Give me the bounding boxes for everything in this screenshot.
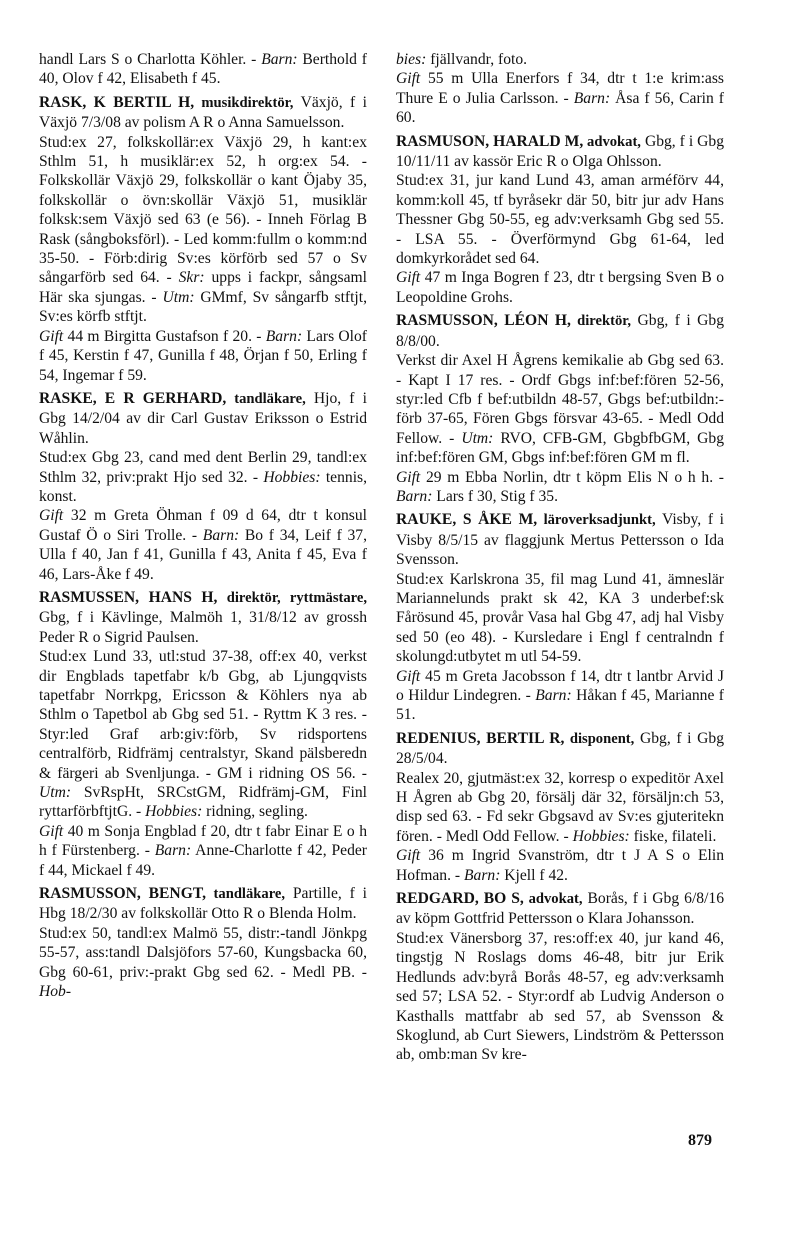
italic-label: Utm: [39,784,72,802]
entry-text: 45 m Greta Jacobsson f 14, dtr t lantbr Arvid J o Hildur Lindegren. - [396,667,724,704]
entry-text: Bo f 34, Leif f 37, Ulla f 40, Jan f 41, Gunilla f 43, Anita f 45, Eva f 46, Lars-Åke f 49. [39,526,367,583]
italic-label: Gift [39,327,64,345]
italic-label: Gift [396,70,421,88]
entry-title: direktör, [570,313,632,330]
entry-text: Lars Olof f 45, Kerstin f 47, Gunilla f 48, Örjan f 50, Erling f 54, Ingemar f 59. [39,327,368,384]
entry-paragraph [39,50,367,89]
italic-label: Hobbies: [145,803,203,821]
entry-paragraph [39,133,367,327]
entry-text: handl Lars S o Charlotta Köhler. - [39,51,262,68]
entry-name: RASMUSSON, LÉON H, [396,312,571,330]
entry-text: Håkan f 45, Marianne f 51. [396,687,724,724]
entry-heading-paragraph [39,389,367,448]
entry-text: GMmf, Sv sångarfb stftjt, Sv:es körfb stftjt. [39,288,367,326]
entry-text: Anne-Charlotte f 42, Peder f 44, Mickael f 49. [39,842,367,879]
entry-text: Stud:ex 31, jur kand Lund 43, aman arméförv 44, komm:koll 45, tf byråsekr där 50, bitr jur adv Hans Thessner Gbg 50-55, eg adv:verksamh Gbg sed 55. - LSA 55. - Överförmynd Gbg 61-64, led domkyrkorådet sed 64. [396,172,724,268]
entry-text: fjällvandr, foto. [426,51,528,68]
entry-heading-paragraph [396,311,724,351]
entry-paragraph [39,327,367,385]
entry-text: Växjö, f i Växjö 7/3/08 av polism A R o Anna Samuelsson. [39,93,367,132]
entry-title: läroverksadjunkt, [537,512,656,529]
entry-paragraph [396,929,724,1065]
entry-paragraph [396,468,724,507]
entry-paragraph [396,69,724,127]
entry-paragraph [396,769,724,847]
entry-paragraph [39,448,367,506]
entry-text: 44 m Birgitta Gustafson f 20. - [63,327,266,345]
entry-text: 40 m Sonja Engblad f 20, dtr t fabr Einar E o h h f Fürstenberg. - [39,822,367,860]
entry-text: fiske, filateli. [629,827,717,845]
italic-label: Barn: [573,89,611,107]
entry-title: disponent, [564,730,635,747]
entry-text: Borås, f i Gbg 6/8/16 av köpm Gottfrid Pettersson o Klara Johansson. [396,890,724,928]
entry-text: upps i fackpr, sångsaml Här ska sjungas. - [39,269,367,306]
entry-text: Berthold f 40, Olov f 42, Elisabeth f 45. [39,51,367,88]
entry-text: Kjell f 42. [500,866,568,884]
italic-label: Gift [396,667,421,685]
entry-text: Gbg, f i Kävlinge, Malmöh 1, 31/8/12 av grossh Peder R o Sigrid Paulsen. [39,609,367,646]
entry-text: Visby, f i Visby 8/5/15 av flaggjunk Mertus Pettersson o Ida Svensson. [396,511,724,569]
entry-title: musikdirektör, [194,94,294,111]
entry-paragraph [39,506,367,584]
entry-title: direktör, ryttmästare, [217,589,368,606]
italic-label: Barn: [202,526,240,544]
entry-text: Stud:ex 27, folkskollär:ex Växjö 29, h kant:ex Sthlm 51, h musiklär:ex 52, h org:ex 54. - Folkskollär Växjö 29, folkskollär o kant Öjaby 35, folkskollär o övn:skollär Växjö 51, musiklär folksk:sem Växjö sed 63 (e 56). - Inneh Förlag B Rask (sångboksförl). - Led komm:fullm o komm:nd 35-50. - Förb:dirig Sv:es körförb sed 57 o Sv sångarförb sed 64. - [39,133,367,287]
entry-text: 55 m Ulla Enerfors f 34, dtr t 1:e krim:ass Thure E o Julia Carlsson. - [396,70,724,107]
italic-label: Barn: [535,687,572,704]
entry-text: Stud:ex Karlskrona 35, fil mag Lund 41, ämneslär Mariannelunds prakt sk 42, KA 3 underbef:sk Fårösund 45, provår Vasa hal Gbg 47, adj hal Visby sed 50 (eo 48). - Kursledare i Engl f centralndn f skolungd:utbytet m utl 54-59. [396,570,724,666]
entry-paragraph [39,647,367,822]
entry-text: Åsa f 56, Carin f 60. [396,89,724,127]
italic-label: Gift [396,468,421,486]
entry-text: 29 m Ebba Norlin, dtr t köpm Elis N o h h. - [420,468,724,486]
entry-text: Realex 20, gjutmäst:ex 32, korresp o expeditör Axel H Ågren ab Gbg 20, försälj där 32, försäljn:ch 53, disp sed 63. - Fd sekr Gbgsavd av Sv:es gjuteritekn fören. - Medl Odd Fellow. - [396,769,724,845]
entry-text: Verkst dir Axel H Ågrens kemikalie ab Gbg sed 63. - Kapt I 17 res. - Ordf Gbgs inf:bef:fören 52-56, styr:led Cfb f bef:utbildn 48-57, Gbgs bef:utbildn:-förb 37-65, Fören Gbgs försvar 43-65. - Medl Odd Fellow. - [396,352,724,447]
italic-label: Barn: [261,51,298,68]
entry-name: RASK, K BERTIL H, [39,93,195,111]
entry-text: 32 m Greta Öhman f 09 d 64, dtr t konsul Gustaf Ö o Siri Trolle. - [39,507,367,544]
entry-name: RASMUSSEN, HANS H, [39,588,218,606]
italic-label: Skr: [178,269,205,287]
entry-paragraph [396,268,724,307]
italic-label: Utm: [162,288,195,306]
entry-heading-paragraph [396,889,724,929]
entry-paragraph [396,667,724,725]
entry-heading-paragraph [396,729,724,769]
entry-name: RASMUSON, HARALD M, [396,132,584,150]
italic-label: Hobbies: [263,468,321,486]
entry-text: Hjo, f i Gbg 14/2/04 av dir Carl Gustav Eriksson o Estrid Wåhlin. [39,389,367,447]
entry-paragraph [39,924,367,1002]
italic-label: Hob- [39,983,72,1001]
entry-name: REDGARD, BO S, [396,890,524,908]
entry-heading-paragraph [396,510,724,569]
entry-heading-paragraph [39,93,367,133]
entry-name: RASMUSSON, BENGT, [39,885,206,903]
italic-label: Barn: [265,327,303,345]
entry-name: REDENIUS, BERTIL R, [396,729,565,747]
entry-text: Stud:ex Lund 33, utl:stud 37-38, off:ex 40, verkst dir Engblads tapetfabr k/b Gbg, ab Ljungqvists tapetfabr Norrkpg, Ericsson & Köhlers nya ab Sthlm o Tapetbol ab Gbg sed 51. - Ryttm K 3 res. - Styr:led Graf arb:giv:förb, Sv ridsportens centralförb, Ridfrämj centralstyr, Skand pälsberedn & färgeri ab Svenljunga. - GM i ridning OS 56. - [39,648,367,782]
entry-text: Gbg, f i Gbg 28/5/04. [396,729,725,768]
entry-text: 47 m Inga Bogren f 23, dtr t bergsing Sven B o Leopoldine Grohs. [396,269,724,306]
left-column [39,50,367,1002]
entry-text: Stud:ex Gbg 23, cand med dent Berlin 29, tandl:ex Sthlm 32, priv:prakt Hjo sed 32. - [39,449,367,486]
page-number: 879 [688,1132,712,1149]
entry-heading-paragraph [39,588,367,647]
entry-heading-paragraph [39,884,367,924]
entry-paragraph [396,351,724,467]
entry-text: ridning, segling. [202,803,308,821]
entry-title: advokat, [583,133,641,150]
entry-text: 36 m Ingrid Svanström, dtr t J A S o Elin Hofman. - [396,847,724,884]
entry-paragraph [396,171,724,268]
entry-text: Stud:ex 50, tandl:ex Malmö 55, distr:-tandl Jönkpg 55-57, ass:tandl Dalsjöfors 57-60, Kungsbacka 60, Gbg 60-61, priv:-prakt Gbg sed 62. - Medl PB. - [39,924,367,981]
italic-label: Hobbies: [572,827,630,845]
entry-paragraph [39,822,367,880]
entry-name: RAUKE, S ÅKE M, [396,511,538,529]
entry-name: RASKE, E R GERHARD, [39,389,227,407]
italic-label: Gift [396,269,421,287]
entry-paragraph [396,846,724,885]
entry-heading-paragraph [396,132,724,172]
entry-text: Lars f 30, Stig f 35. [432,487,558,505]
entry-text: RVO, CFB-GM, GbgbfbGM, Gbg inf:bef:fören GM, Gbgs inf:bef:fören GM m fl. [396,429,724,467]
italic-label: Gift [396,847,421,865]
italic-label: Utm: [461,429,494,447]
right-column [396,50,724,1065]
italic-label: Gift [39,822,64,840]
entry-text: tennis, konst. [39,468,367,505]
entry-text: Partille, f i Hbg 18/2/30 av folkskollär Otto R o Blenda Holm. [39,885,367,923]
italic-label: Barn: [396,487,433,505]
entry-title: tandläkare, [226,390,306,407]
entry-text: Gbg, f i Gbg 10/11/11 av kassör Eric R o Olga Ohlsson. [396,132,725,171]
italic-label: Gift [39,507,64,525]
italic-label: Barn: [154,842,192,860]
entry-paragraph [396,50,724,69]
italic-label: bies: [396,51,427,68]
entry-text: Stud:ex Vänersborg 37, res:off:ex 40, jur kand 46, tingstjg N Roslags doms 46-48, bitr jur Erik Hedlunds adv:byrå Borås 48-57, eg adv:verksamh sed 57; LSA 52. - Styr:ordf ab Ludvig Anderson o Kasthalls mattfabr ab sed 57, ab Svensson & Skoglund, ab Curt Siewers, Lindström & Pettersson ab, omb:man Sv kre- [396,929,724,1064]
entry-paragraph [396,570,724,667]
entry-title: tandläkare, [205,886,286,903]
entry-text: SvRspHt, SRCstGM, Ridfrämj-GM, Finl ryttarförbftjtG. - [39,784,367,821]
entry-text: Gbg, f i Gbg 8/8/00. [396,312,724,350]
italic-label: Barn: [464,866,501,884]
entry-title: advokat, [523,891,583,908]
